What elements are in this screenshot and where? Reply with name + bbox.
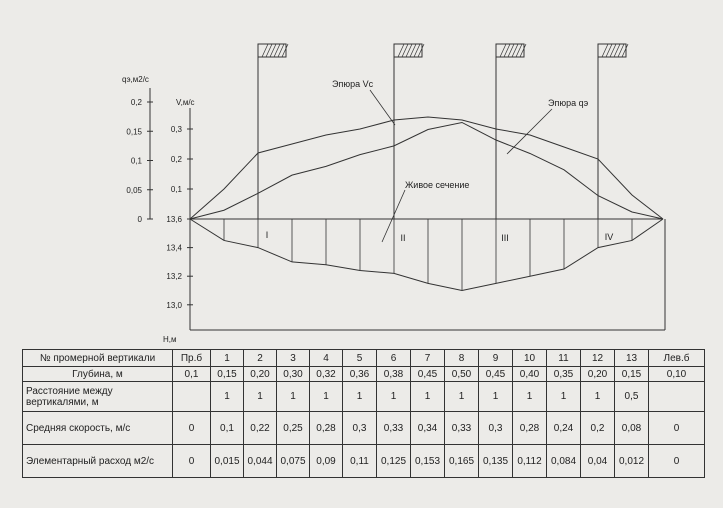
- q-axis-label: qэ,м2/с: [122, 75, 149, 84]
- leader-line: [507, 109, 552, 154]
- discharge-cell: 0,084: [547, 445, 581, 478]
- depth-cell: 0,10: [649, 367, 705, 382]
- vertical-number-cell: Пр.б: [173, 350, 211, 367]
- diagram-labels: [266, 79, 614, 243]
- vertical-number-cell: 4: [310, 350, 343, 367]
- discharge-cell: 0: [173, 445, 211, 478]
- discharge-cell: 0,11: [343, 445, 377, 478]
- distance-cell: 1: [445, 382, 479, 412]
- distance-cell: 1: [377, 382, 411, 412]
- discharge-cell: 0,044: [244, 445, 277, 478]
- row-label-vertical: № промерной вертикали: [23, 350, 173, 367]
- vertical-number-cell: 8: [445, 350, 479, 367]
- depth-cell: 0,15: [615, 367, 649, 382]
- v-axis-label: V,м/с: [176, 98, 195, 107]
- empty-cell: [649, 382, 705, 412]
- q-tick-label: 0,1: [130, 156, 142, 166]
- velocity-cell: 0,33: [377, 412, 411, 445]
- velocity-cell: 0: [173, 412, 211, 445]
- v-tick-label: 0,2: [170, 155, 182, 164]
- velocity-curve: [190, 117, 663, 219]
- curves: [190, 117, 663, 219]
- row-label-velocity: Средняя скорость, м/с: [23, 412, 173, 445]
- depth-cell: 0,15: [211, 367, 244, 382]
- distance-cell: 1: [411, 382, 445, 412]
- vertical-number-cell: 9: [479, 350, 513, 367]
- discharge-curve: [190, 122, 663, 219]
- vertical-label: IV: [604, 232, 614, 242]
- vertical-number-cell: 5: [343, 350, 377, 367]
- flag-panel: [394, 44, 422, 57]
- discharge-cell: 0,135: [479, 445, 513, 478]
- bed-profile-line: [190, 219, 663, 291]
- velocity-cell: 0,2: [581, 412, 615, 445]
- vertical-number-cell: 12: [581, 350, 615, 367]
- depth-cell: 0,20: [244, 367, 277, 382]
- vertical-label: III: [501, 233, 509, 243]
- discharge-cell: 0,112: [513, 445, 547, 478]
- h-tick-label: 13,6: [166, 215, 182, 224]
- q-tick-label: 0,2: [130, 98, 142, 107]
- velocity-cell: 0,08: [615, 412, 649, 445]
- velocity-cell: 0,24: [547, 412, 581, 445]
- velocity-cell: 0,3: [343, 412, 377, 445]
- discharge-cell: 0,09: [310, 445, 343, 478]
- vertical-number-cell: 2: [244, 350, 277, 367]
- velocity-cell: 0,3: [479, 412, 513, 445]
- annotation-section: Живое сечение: [405, 180, 470, 190]
- v-tick-label: 0,1: [170, 185, 182, 194]
- row-vertical-numbers: [23, 350, 705, 367]
- depth-cell: 0,35: [547, 367, 581, 382]
- velocity-cell: 0,25: [277, 412, 310, 445]
- distance-cell: 1: [479, 382, 513, 412]
- discharge-cell: 0,012: [615, 445, 649, 478]
- distance-cell: 1: [244, 382, 277, 412]
- flag-panel: [598, 44, 626, 57]
- vertical-label: II: [400, 233, 406, 243]
- v-tick-label: 0,3: [170, 125, 182, 134]
- distance-cell: 0,5: [615, 382, 649, 412]
- distance-cell: 1: [547, 382, 581, 412]
- vertical-number-cell: 11: [547, 350, 581, 367]
- row-label-depth: Глубина, м: [23, 367, 173, 382]
- measurement-table: [22, 349, 705, 478]
- depth-cell: 0,32: [310, 367, 343, 382]
- q-tick-label: 0: [137, 215, 142, 224]
- vertical-number-cell: 13: [615, 350, 649, 367]
- velocity-cell: 0,33: [445, 412, 479, 445]
- row-depth: [23, 367, 705, 382]
- discharge-cell: 0,015: [211, 445, 244, 478]
- annotation-discharge: Эпюра qэ: [548, 98, 589, 108]
- row-velocity: [23, 412, 705, 445]
- discharge-cell: 0,125: [377, 445, 411, 478]
- flag-panel: [258, 44, 286, 57]
- vertical-number-cell: 3: [277, 350, 310, 367]
- empty-cell: [173, 382, 211, 412]
- h-tick-label: 13,4: [166, 243, 182, 253]
- q-tick-label: 0,15: [126, 127, 142, 137]
- velocity-cell: 0: [649, 412, 705, 445]
- depth-cell: 0,50: [445, 367, 479, 382]
- h-tick-label: 13,0: [166, 300, 182, 310]
- leader-line: [370, 90, 395, 125]
- vertical-number-cell: 10: [513, 350, 547, 367]
- cross-section-profile: [190, 219, 663, 291]
- h-axis-label: H,м: [163, 335, 177, 344]
- discharge-cell: 0,153: [411, 445, 445, 478]
- velocity-cell: 0,22: [244, 412, 277, 445]
- q-tick-label: 0,05: [126, 185, 142, 195]
- velocity-cell: 0,28: [513, 412, 547, 445]
- distance-cell: 1: [211, 382, 244, 412]
- row-discharge: [23, 445, 705, 478]
- depth-cell: 0,36: [343, 367, 377, 382]
- depth-cell: 0,45: [479, 367, 513, 382]
- velocity-cell: 0,34: [411, 412, 445, 445]
- distance-cell: 1: [277, 382, 310, 412]
- depth-cell: 0,38: [377, 367, 411, 382]
- vertical-number-cell: 7: [411, 350, 445, 367]
- vertical-flags: [258, 44, 628, 219]
- depth-cell: 0,40: [513, 367, 547, 382]
- velocity-cell: 0,1: [211, 412, 244, 445]
- row-distance: [23, 382, 705, 412]
- distance-cell: 1: [581, 382, 615, 412]
- h-tick-label: 13,2: [166, 272, 182, 282]
- depth-cell: 0,20: [581, 367, 615, 382]
- discharge-cell: 0,075: [277, 445, 310, 478]
- discharge-cell: 0: [649, 445, 705, 478]
- depth-cell: 0,45: [411, 367, 445, 382]
- distance-cell: 1: [343, 382, 377, 412]
- velocity-cell: 0,28: [310, 412, 343, 445]
- vertical-number-cell: 6: [377, 350, 411, 367]
- row-label-distance: Расстояние между вертикалями, м: [23, 382, 173, 412]
- discharge-cell: 0,165: [445, 445, 479, 478]
- distance-cell: 1: [513, 382, 547, 412]
- vertical-number-cell: 1: [211, 350, 244, 367]
- distance-cell: 1: [310, 382, 343, 412]
- depth-cell: 0,1: [173, 367, 211, 382]
- annotation-velocity: Эпюра Vс: [332, 79, 374, 89]
- depth-cell: 0,30: [277, 367, 310, 382]
- row-label-discharge: Элементарный расход м2/с: [23, 445, 173, 478]
- vertical-label: I: [265, 230, 269, 240]
- vertical-number-cell: Лев.б: [649, 350, 705, 367]
- discharge-cell: 0,04: [581, 445, 615, 478]
- flag-panel: [496, 44, 524, 57]
